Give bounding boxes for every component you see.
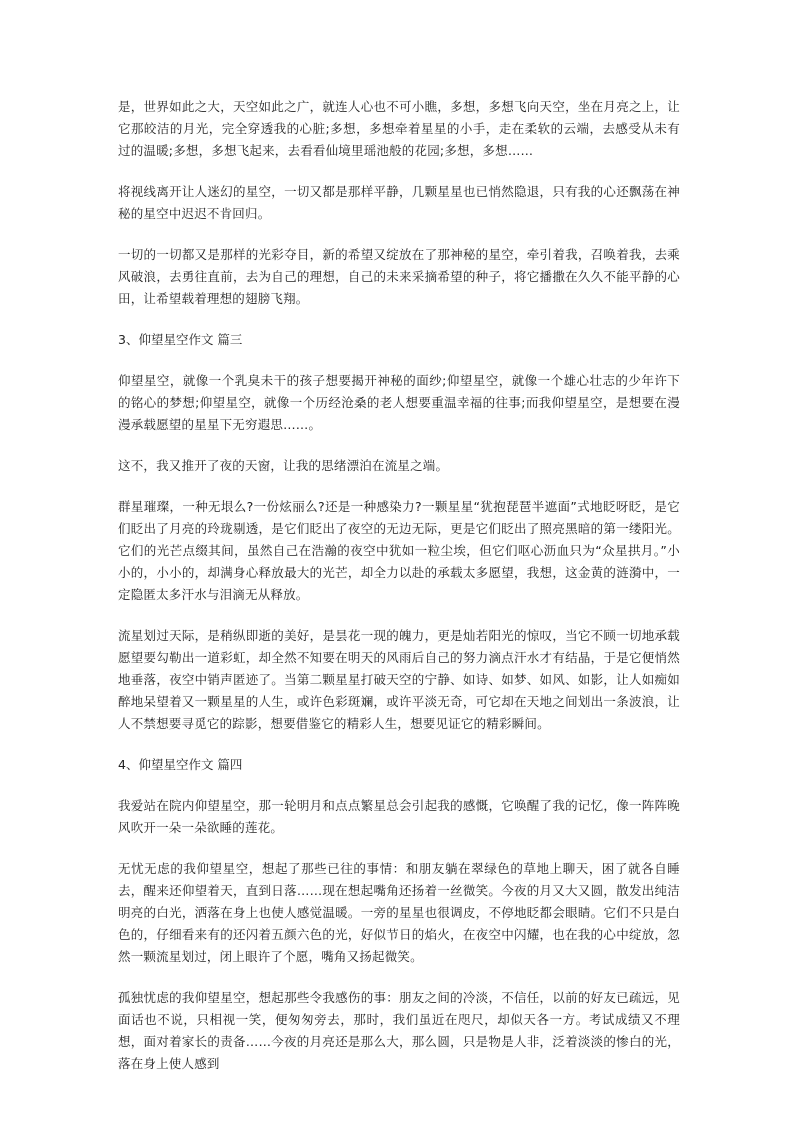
- paragraph-1: 是，世界如此之大，天空如此之广，就连人心也不可小瞧，多想，多想飞向天空，坐在月亮之上，让它那皎洁的月光，完全穿透我的心脏;多想，多想牵着星星的小手，走在柔软的云端，去感受从未有过的温暖;多想，多想飞起来，去看看仙境里瑶池般的花园;多想，多想……: [118, 99, 680, 158]
- section-heading-3: 3、仰望星空作文 篇三: [118, 332, 243, 347]
- paragraph-8: 我爱站在院内仰望星空，那一轮明月和点点繁星总会引起我的感慨，它唤醒了我的记忆，像一阵阵晚风吹开一朵一朵欲睡的莲花。: [118, 798, 680, 835]
- paragraph-6: 群星璀璨，一种无垠么?一份炫丽么?还是一种感染力?一颗星星“犹抱琵琶半遮面”式地眨呀眨，是它们眨出了月亮的玲珑剔透，是它们眨出了夜空的无边无际，更是它们眨出了照亮黑暗的第一缕阳光。它们的光芒点缀其间，虽然自己在浩瀚的夜空中犹如一粒尘埃，但它们呕心沥血只为“众星拱月。”小小的，小小的，却满身心释放最大的光芒，却全力以赴的承载太多愿望，我想，这金黄的涟漪中，一定隐匿太多汗水与泪滴无从释放。: [118, 499, 680, 602]
- paragraph-10: 孤独忧虑的我仰望星空，想起那些令我感伤的事：朋友之间的冷淡，不信任，以前的好友已疏远，见面话也不说，只相视一笑，便匆匆旁去，那时，我们虽近在咫尺，却似天各一方。考试成绩又不理想，面对着家长的责备……今夜的月亮还是那么大，那么圆，只是物是人非，泛着淡淡的惨白的光，落在身上使人感到: [118, 990, 680, 1071]
- paragraph-4: 仰望星空，就像一个乳臭未干的孩子想要揭开神秘的面纱;仰望星空，就像一个雄心壮志的少年许下的铭心的梦想;仰望星空，就像一个历经沧桑的老人想要重温幸福的往事;而我仰望星空，是想要在漫漫承载愿望的星星下无穷遐思……。: [118, 373, 680, 432]
- paragraph-5: 这不，我又推开了夜的天窗，让我的思绪漂泊在流星之端。: [118, 458, 449, 473]
- section-heading-4: 4、仰望星空作文 篇四: [118, 757, 243, 772]
- paragraph-7: 流星划过天际，是稍纵即逝的美好，是昙花一现的魄力，更是灿若阳光的惊叹，当它不顾一切地承载愿望要勾勒出一道彩虹，却全然不知要在明天的风雨后自己的努力滴点汗水才有结晶，于是它便悄然地垂落，夜空中销声匿迹了。当第二颗星星打破天空的宁静、如诗、如梦、如风、如影，让人如痴如醉地呆望着又一颗星星的人生，或许色彩斑斓，或许平淡无奇，可它却在天地之间划出一条波浪，让人不禁想要寻觅它的踪影，想要借鉴它的精彩人生，想要见证它的精彩瞬间。: [118, 628, 680, 731]
- paragraph-9: 无忧无虑的我仰望星空，想起了那些已往的事情：和朋友躺在翠绿色的草地上聊天，困了就各自睡去，醒来还仰望着天，直到日落……现在想起嘴角还扬着一丝微笑。今夜的月又大又圆，散发出纯洁明亮的白光，洒落在身上也使人感觉温暖。一旁的星星也很调皮，不停地眨都会眼睛。它们不只是白色的，仔细看来有的还闪着五颜六色的光，好似节日的焰火，在夜空中闪耀，也在我的心中绽放，忽然一颗流星划过，闭上眼许了个愿，嘴角又扬起微笑。: [118, 861, 680, 964]
- paragraph-2: 将视线离开让人迷幻的星空，一切又都是那样平静，几颗星星也已悄然隐退，只有我的心还飘荡在神秘的星空中迟迟不肯回归。: [118, 184, 680, 221]
- paragraph-3: 一切的一切都又是那样的光彩夺目，新的希望又绽放在了那神秘的星空，牵引着我，召唤着我，去乘风破浪，去勇往直前，去为自己的理想，自己的未来采摘希望的种子，将它播撒在久久不能平静的心田，让希望载着理想的翅膀飞翔。: [118, 247, 680, 306]
